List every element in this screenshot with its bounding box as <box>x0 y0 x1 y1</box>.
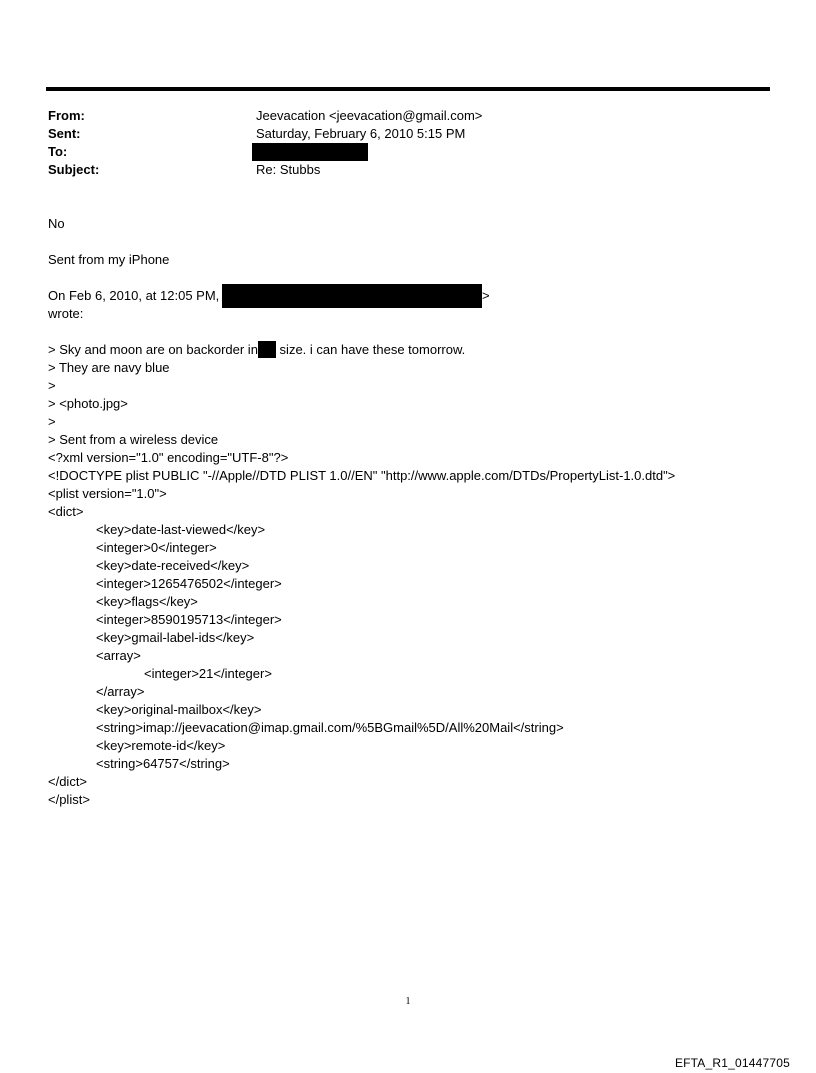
plist-line: <!DOCTYPE plist PUBLIC "-//Apple//DTD PLIST 1.0//EN" "http://www.apple.com/DTDs/PropertyList-1.0.dtd"> <box>48 468 676 483</box>
to-label: To: <box>48 144 68 159</box>
quote-intro: On Feb 6, 2010, at 12:05 PM, <box>48 288 220 303</box>
quoted-line: > They are navy blue <box>48 360 170 375</box>
plist-line: <integer>21</integer> <box>144 666 272 681</box>
quote-intro-end: > <box>482 288 490 303</box>
quoted-line-1-end: size. i can have these tomorrow. <box>275 342 466 357</box>
quoted-line: > <photo.jpg> <box>48 396 128 411</box>
reply-text: No <box>48 216 65 231</box>
plist-line: <key>remote-id</key> <box>96 738 226 753</box>
subject-value: Re: Stubbs <box>256 162 321 177</box>
signature-text: Sent from my iPhone <box>48 252 170 267</box>
plist-line: <integer>8590195713</integer> <box>96 612 282 627</box>
plist-line: <key>date-received</key> <box>96 558 250 573</box>
plist-line: </plist> <box>48 792 90 807</box>
quoted-line: > Sent from a wireless device <box>48 432 219 447</box>
plist-line: <plist version="1.0"> <box>48 486 167 501</box>
plist-line: <dict> <box>48 504 84 519</box>
plist-line: <key>date-last-viewed</key> <box>96 522 266 537</box>
quoted-line-1-start: > Sky and moon are on backorder in <box>48 342 258 357</box>
from-label: From: <box>48 108 85 123</box>
plist-line: <key>gmail-label-ids</key> <box>96 630 255 645</box>
plist-line: <array> <box>96 648 141 663</box>
to-redaction <box>252 143 368 161</box>
plist-line: <key>flags</key> <box>96 594 198 609</box>
sent-label: Sent: <box>48 126 81 141</box>
plist-line: <?xml version="1.0" encoding="UTF-8"?> <box>48 450 289 465</box>
quoted-line: > <box>48 414 56 429</box>
document-id: EFTA_R1_01447705 <box>674 1056 790 1070</box>
plist-line: </dict> <box>48 774 88 789</box>
plist-line: <integer>1265476502</integer> <box>96 576 282 591</box>
sent-value: Saturday, February 6, 2010 5:15 PM <box>256 126 466 141</box>
plist-line: <integer>0</integer> <box>96 540 217 555</box>
plist-line: <string>64757</string> <box>96 756 230 771</box>
quoted-line-1 <box>48 341 465 359</box>
size-redaction <box>258 341 276 358</box>
plist-line: <string>imap://jeevacation@imap.gmail.com/%5BGmail%5D/All%20Mail</string> <box>96 720 564 735</box>
plist-line: <key>original-mailbox</key> <box>96 702 262 717</box>
sender-redaction <box>222 284 482 308</box>
subject-label: Subject: <box>48 162 100 177</box>
from-value: Jeevacation <jeevacation@gmail.com> <box>256 108 483 123</box>
header-rule <box>46 87 770 91</box>
page-number: 1 <box>405 996 411 1007</box>
quote-wrote: wrote: <box>48 306 84 321</box>
plist-line: </array> <box>96 684 145 699</box>
quoted-line: > <box>48 378 56 393</box>
